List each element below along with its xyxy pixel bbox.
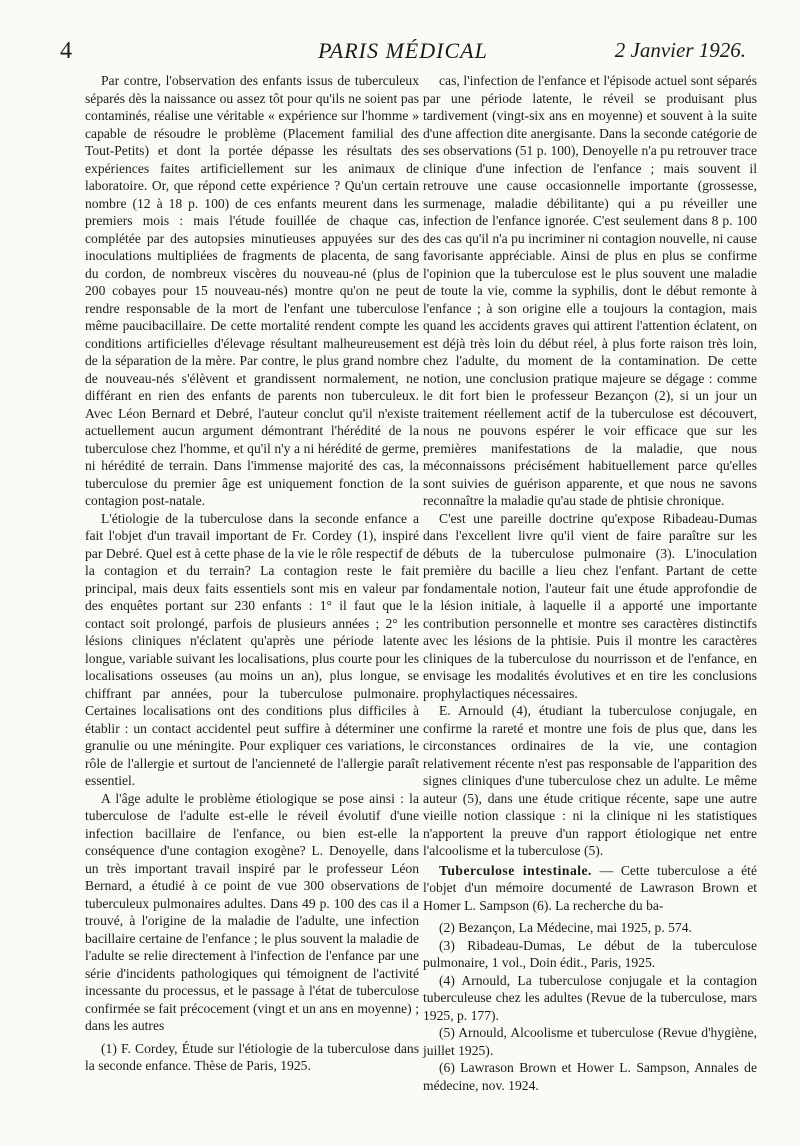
paragraph: E. Arnould (4), étudiant la tuberculose conjugale, en confirme la rareté et montre une fois de plus que, dans les circonstances ordinaires de la vie, une contagion relativement récente n'est pas responsable de l'apparition des signes cliniques d'une tuberculose chez un adulte. Le même auteur (5), dans une étude critique récente, sape une autre vieille notion classique : ni la clinique ni les statistiques n'apportent la preuve d'un rapport étiologique net entre l'alcoolisme et la tuberculose (5). [423, 703, 757, 858]
paragraph: Par contre, l'observation des enfants issus de tuberculeux séparés dès la naissance ou assez tôt pour qu'ils ne soient pas contaminés, réalise une véritable « expérience sur l'homme » capable de résoudre le problème (Placement familial des Tout-Petits) et dont la portée dépasse les résultats des expériences faites artificiellement sur les animaux de laboratoire. Or, que répond cette expérience ? Qu'un certain nombre (12 à 18 p. 100) de ces enfants meurent dans les premiers mois : mais l'étude fouillée de chaque cas, complétée par des autopsies minutieuses appuyées sur des inoculations multipliées de fragments de placenta, de sang du cordon, de nombreux viscères du nouveau-né (plus de 200 cobayes pour 15 nouveau-nés) montre qu'on ne peut rendre responsable de la mort de l'enfant une tuberculose même paucibacillaire. De cette mortalité rendent compte les conditions artificielles d'élevage résultant malheureusement de la séparation de la mère. Par contre, le plus grand nombre de nouveau-nés s'élèvent et grandissent normalement, ne différant en rien des enfants de parents non tuberculeux. Avec Léon Bernard et Debré, l'auteur conclut qu'il n'existe actuellement aucun argument démontrant l'hérédité de la tuberculose chez l'homme, et qu'il n'y a ni hérédité de germe, ni hérédité de terrain. Dans l'immense majorité des cas, la tuberculose du premier âge est uniquement fonction de la contagion post-natale. [85, 73, 419, 508]
paragraph: C'est une pareille doctrine qu'expose Ribadeau-Dumas dans l'excellent livre qu'il vient de faire paraître sur les débuts de la tuberculose pulmonaire (3). L'inoculation première du bacille a lieu chez l'enfant. Partant de cette fondamentale notion, l'auteur fait une étude approfondie de la lésion initiale, à laquelle il a apporté une importante contribution personnelle et montre ses caractères distinctifs avec les lésions de la phtisie. Puis il montre les caractères cliniques de la tuberculose du nourrisson et de l'enfance, en envisage les modalités évolutives et en tire les conclusions prophylactiques nécessaires. [423, 510, 757, 701]
journal-title: PARIS MÉDICAL [318, 38, 488, 63]
page-number: 4 [60, 38, 72, 64]
right-column [423, 72, 757, 1094]
footnote: (1) F. Cordey, Étude sur l'étiologie de la tuberculose dans la seconde enfance. Thèse de Paris, 1925. [85, 1040, 419, 1073]
footnote: (4) Arnould, La tuberculose conjugale et la contagion tuberculeuse chez les adultes (Revue de la tuberculose, mars 1925, p. 177). [423, 972, 757, 1023]
paragraph: cas, l'infection de l'enfance et l'épisode actuel sont séparés par une période latente, le réveil se produisant plus tardivement (vingt-six ans en moyenne) et souvent à la suite d'une affection dite anergisante. Dans la seconde catégorie de ses observations (51 p. 100), Denoyelle n'a pu retrouver trace clinique d'une infection de l'enfance ; mais souvent il retrouve une cause occasionnelle importante (grossesse, surmenage, maladie débilitante) qui a pu réveiller une infection de l'enfance ignorée. C'est seulement dans 8 p. 100 des cas qu'il n'a pu incriminer ni contagion nouvelle, ni cause favorisante appréciable. Ainsi de plus en plus se confirme l'opinion que la tuberculose est le plus souvent une maladie de toute la vie, comme la syphilis, dont le début remonte à l'enfance ; à son origine elle a toujours la contagion, mais quand les accidents graves qui attirent l'attention éclatent, on est déjà très loin du début réel, à plus forte raison très loin, chez l'adulte, du moment de la contamination. De cette notion, une conclusion pratique majeure se dégage : comme le dit fort bien le professeur Bezançon (2), si un jour un traitement réellement actif de la tuberculose est découvert, nous ne pouvons espérer le voir efficace que sur les premières manifestations de la maladie, que nous méconnaissons précisément habituellement parce qu'elles sont suivies de guérison apparente, et que nous ne savons reconnaître la maladie qu'au stade de phtisie chronique. [423, 73, 757, 508]
issue-date: 2 Janvier 1926. [614, 38, 746, 62]
paragraph: A l'âge adulte le problème étiologique se pose ainsi : la tuberculose de l'adulte est-elle le réveil évolutif d'une infection bacillaire de l'enfance, ou bien est-elle la conséquence d'une contagion exogène? L. Denoyelle, dans un très important travail inspiré par le professeur Léon Bernard, a étudié à ce point de vue 300 observations de tuberculeux pulmonaires adultes. Dans 49 p. 100 des cas il a trouvé, à l'origine de la maladie de l'adulte, une infection bacillaire certaine de l'enfance ; le plus souvent la maladie de l'adulte se relie directement à l'infection de l'enfance par une série d'incidents pathologiques qui témoignent de l'activité incessante du processus, et le passage à l'état de tuberculose confirmée se fait précocement (vingt et un ans en moyenne) ; dans les autres [85, 790, 419, 1033]
footnote: (3) Ribadeau-Dumas, Le début de la tuberculose pulmonaire, 1 vol., Doin édit., Paris, 1925. [423, 937, 757, 970]
footnote: (2) Bezançon, La Médecine, mai 1925, p. 574. [439, 920, 692, 935]
footnote: (5) Arnould, Alcoolisme et tuberculose (Revue d'hygiène, juillet 1925). [423, 1025, 757, 1058]
paragraph: L'étiologie de la tuberculose dans la seconde enfance a fait l'objet d'un travail important de Fr. Cordey (1), inspiré par Debré. Quel est à cette phase de la vie le rôle respectif de la contagion et du terrain? La contagion reste le fait principal, mais deux faits essentiels sont mis en valeur par des enquêtes portant sur 230 enfants : 1° il faut que le contact soit prolongé, parfois de plusieurs années ; 2° les lésions cliniques n'éclatent qu'après une période latente longue, variable suivant les localisations, plus courte pour les localisations osseuses (au moins un an), plus longue, se chiffrant par années, pour la tuberculose pulmonaire. Certaines localisations ont des conditions plus difficiles à établir : un contact accidentel peut suffire à déterminer une granulie ou une méningite. Pour expliquer ces variations, le rôle de l'allergie et surtout de l'ancienneté de l'allergie paraît essentiel. [85, 510, 419, 788]
section-text: — Cette tuberculose a été l'objet d'un mémoire documenté de Lawrason Brown et Homer L. Sampson (6). La recherche du ba- [423, 862, 757, 913]
page-header [60, 38, 746, 68]
left-column [85, 72, 419, 1075]
section-heading: Tuberculose intestinale. [439, 862, 592, 878]
footnote: (6) Lawrason Brown et Hower L. Sampson, Annales de médecine, nov. 1924. [423, 1060, 757, 1093]
section-paragraph [423, 862, 757, 915]
